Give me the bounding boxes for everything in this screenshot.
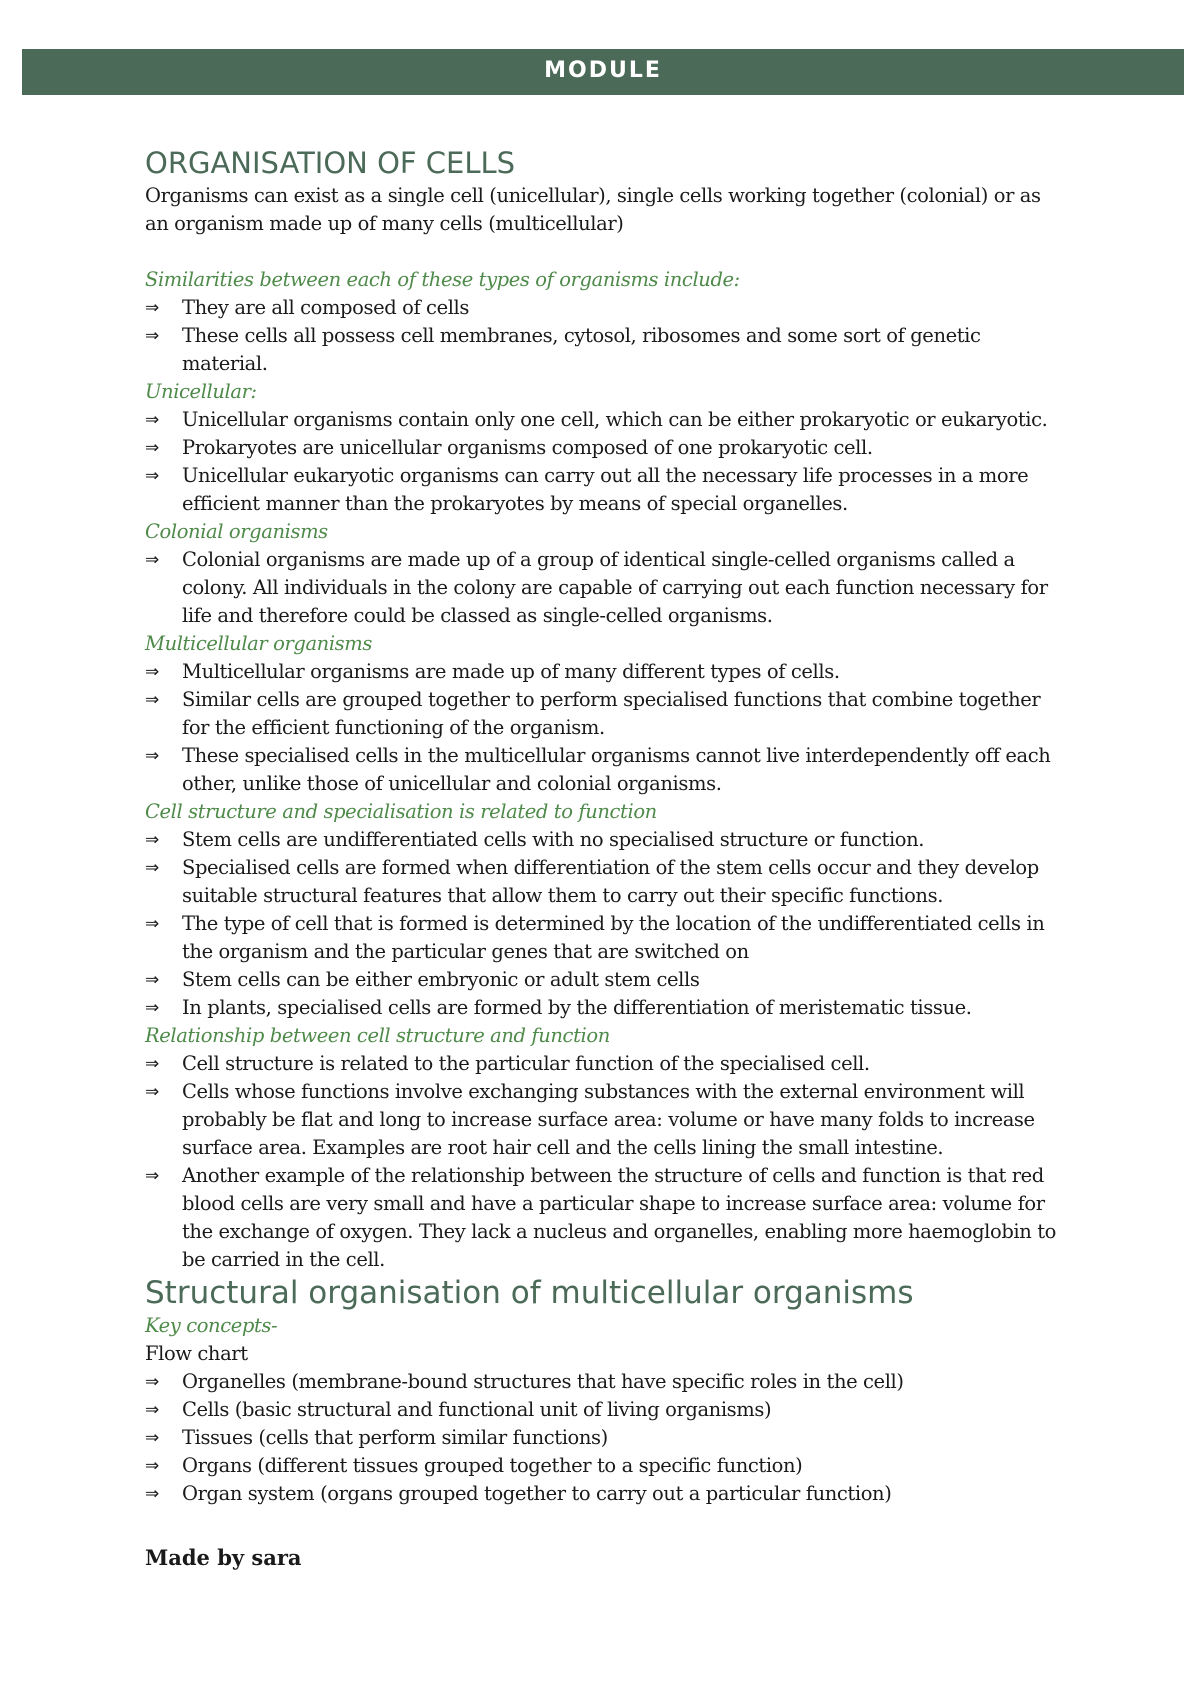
bullet-item [145,1078,1065,1162]
bullet-item [145,658,1065,686]
arrow-bullet-icon: ⇒ [145,1054,159,1074]
arrow-bullet-icon: ⇒ [145,438,159,458]
signature: Made by sara [145,1545,302,1570]
arrow-bullet-icon: ⇒ [145,830,159,850]
section-title: ORGANISATION OF CELLS [145,146,516,180]
topic-groups [145,266,1065,1274]
bullet-list [145,294,1065,378]
arrow-bullet-icon: ⇒ [145,858,159,878]
bullet-item [145,406,1065,434]
arrow-bullet-icon: ⇒ [145,550,159,570]
bullet-text: Specialised cells are formed when differentiation of the stem cells occur and they develop suitable structural features that allow them to carry out their specific functions. [182,856,1039,907]
arrow-bullet-icon: ⇒ [145,1082,159,1102]
arrow-bullet-icon: ⇒ [145,1372,159,1392]
arrow-bullet-icon: ⇒ [145,1428,159,1448]
bullet-item [145,910,1065,966]
bullet-text: Similar cells are grouped together to perform specialised functions that combine together for the efficient functioning of the organism. [182,688,1041,739]
bullet-item [145,462,1065,518]
bullet-text: Unicellular eukaryotic organisms can carry out all the necessary life processes in a more efficient manner than the prokaryotes by means of special organelles. [182,464,1029,515]
arrow-bullet-icon: ⇒ [145,1456,159,1476]
section2-title: Structural organisation of multicellular organisms [145,1275,914,1311]
bullet-item [145,1396,1065,1424]
arrow-bullet-icon: ⇒ [145,410,159,430]
subheading: Similarities between each of these types of organisms include: [145,268,740,291]
bullet-list [145,826,1065,1022]
arrow-bullet-icon: ⇒ [145,998,159,1018]
bullet-text: Stem cells are undifferentiated cells with no specialised structure or function. [182,828,925,851]
bullet-item [145,686,1065,742]
bullet-text: Unicellular organisms contain only one cell, which can be either prokaryotic or eukaryotic. [182,408,1048,431]
bullet-text: Organelles (membrane-bound structures that have specific roles in the cell) [182,1370,904,1393]
bullet-item [145,994,1065,1022]
bullet-text: Cells (basic structural and functional unit of living organisms) [182,1398,772,1421]
bullet-text: In plants, specialised cells are formed by the differentiation of meristematic tissue. [182,996,972,1019]
bullet-text: Organ system (organs grouped together to carry out a particular function) [182,1482,892,1505]
bullet-item [145,1368,1065,1396]
bullet-text: Cell structure is related to the particular function of the specialised cell. [182,1052,870,1075]
subheading: Colonial organisms [145,520,328,543]
subheading: Multicellular organisms [145,632,372,655]
bullet-list [145,406,1065,518]
subheading: Unicellular: [145,380,257,403]
bullet-item [145,1162,1065,1274]
bullet-text: Multicellular organisms are made up of many different types of cells. [182,660,840,683]
bullet-text: These cells all possess cell membranes, cytosol, ribosomes and some sort of genetic material. [182,324,981,375]
module-banner [22,49,1184,95]
bullet-text: They are all composed of cells [182,296,470,319]
bullet-item [145,546,1065,630]
document-body [145,144,1065,1572]
arrow-bullet-icon: ⇒ [145,1400,159,1420]
bullet-item [145,854,1065,910]
arrow-bullet-icon: ⇒ [145,326,159,346]
flow-chart-list [145,1368,1065,1508]
arrow-bullet-icon: ⇒ [145,970,159,990]
spacer [145,238,1065,266]
banner-text: MODULE [544,58,662,83]
bullet-text: The type of cell that is formed is determined by the location of the undifferentiated cells in the organism and the particular genes that are switched on [182,912,1045,963]
arrow-bullet-icon: ⇒ [145,298,159,318]
subheading: Cell structure and specialisation is related to function [145,800,657,823]
arrow-bullet-icon: ⇒ [145,662,159,682]
subheading: Relationship between cell structure and function [145,1024,610,1047]
intro-paragraph: Organisms can exist as a single cell (unicellular), single cells working together (colonial) or as an organism made up of many cells (multicellular) [145,184,1041,235]
bullet-text: Stem cells can be either embryonic or adult stem cells [182,968,700,991]
spacer [145,1508,1065,1544]
bullet-text: Organs (different tissues grouped together to a specific function) [182,1454,803,1477]
bullet-item [145,826,1065,854]
bullet-text: Cells whose functions involve exchanging substances with the external environment will probably be flat and long to increase surface area: volume or have many folds to increase surface area. Examples are root hair cell and the cells lining the small intestine. [182,1080,1035,1159]
bullet-item [145,1424,1065,1452]
arrow-bullet-icon: ⇒ [145,690,159,710]
bullet-list [145,546,1065,630]
bullet-item [145,742,1065,798]
flow-chart-label: Flow chart [145,1342,248,1365]
arrow-bullet-icon: ⇒ [145,1166,159,1186]
bullet-text: Colonial organisms are made up of a group of identical single-celled organisms called a colony. All individuals in the colony are capable of carrying out each function necessary for life and therefore could be classed as single-celled organisms. [182,548,1048,627]
key-concepts-heading: Key concepts- [145,1314,278,1337]
bullet-item [145,322,1065,378]
bullet-item [145,966,1065,994]
bullet-text: Tissues (cells that perform similar functions) [182,1426,608,1449]
bullet-text: These specialised cells in the multicellular organisms cannot live interdependently off each other, unlike those of unicellular and colonial organisms. [182,744,1051,795]
bullet-list [145,658,1065,798]
bullet-list [145,1050,1065,1274]
bullet-item [145,434,1065,462]
arrow-bullet-icon: ⇒ [145,914,159,934]
arrow-bullet-icon: ⇒ [145,1484,159,1504]
bullet-item [145,1452,1065,1480]
arrow-bullet-icon: ⇒ [145,746,159,766]
bullet-item [145,1050,1065,1078]
bullet-text: Another example of the relationship between the structure of cells and function is that red blood cells are very small and have a particular shape to increase surface area: volume for the exchange of oxygen. They lack a nucleus and organelles, enabling more haemoglobin to be carried in the cell. [182,1164,1056,1271]
bullet-text: Prokaryotes are unicellular organisms composed of one prokaryotic cell. [182,436,873,459]
arrow-bullet-icon: ⇒ [145,466,159,486]
bullet-item [145,1480,1065,1508]
bullet-item [145,294,1065,322]
